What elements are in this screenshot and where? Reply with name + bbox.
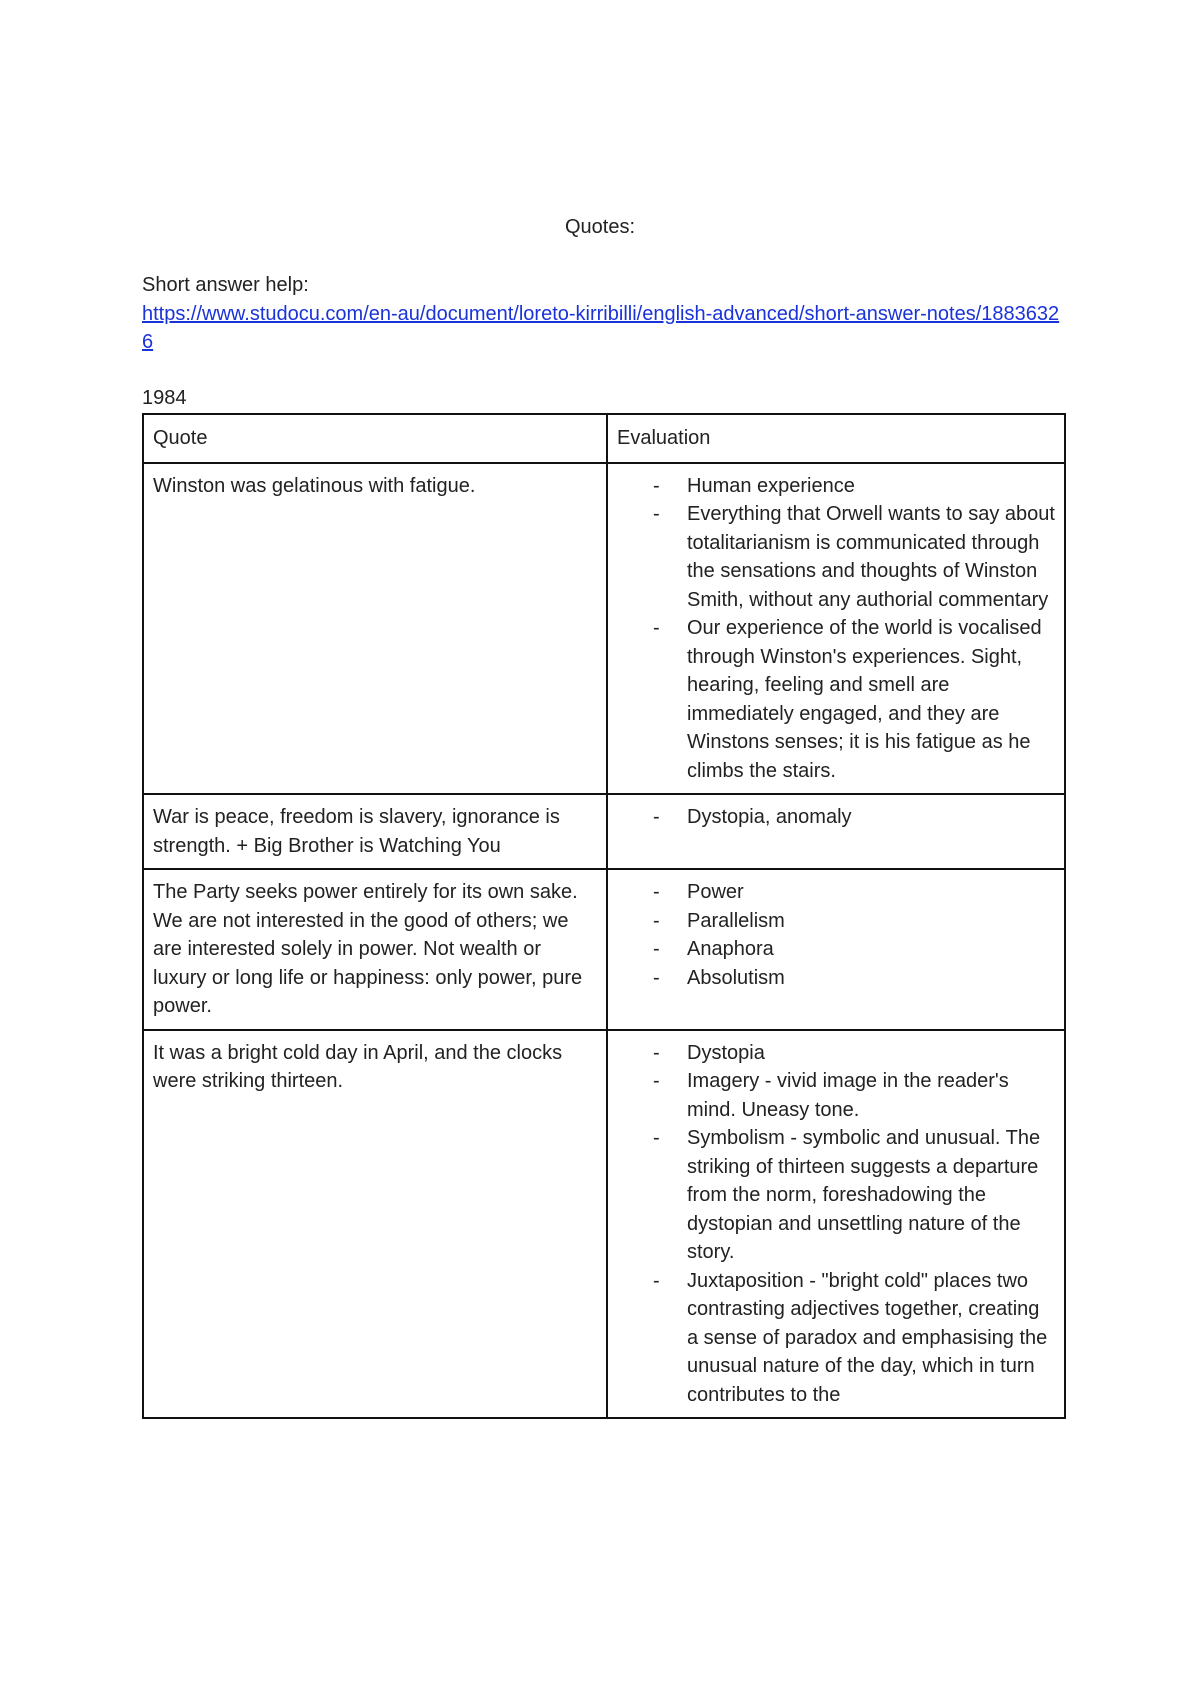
quote-cell: The Party seeks power entirely for its own sake. We are not interested in the good of others; we are interested solely in power. Not wealth or luxury or long life or happiness: only power, pure power. — [143, 869, 607, 1030]
column-header-evaluation: Evaluation — [607, 414, 1065, 463]
short-answer-link[interactable]: https://www.studocu.com/en-au/document/loreto-kirribilli/english-advanced/short-answer-notes/18836326 — [142, 303, 1060, 353]
table-row — [143, 794, 1065, 869]
evaluation-item: - Symbolism - symbolic and unusual. The striking of thirteen suggests a departure from the norm, foreshadowing the dystopian and unsettling nature of the story. — [687, 1124, 1055, 1267]
evaluation-item: - Imagery - vivid image in the reader's mind. Uneasy tone. — [687, 1067, 1055, 1124]
evaluation-item: - Human experience — [687, 472, 1055, 501]
table-header-row — [143, 414, 1065, 463]
evaluation-list — [617, 1039, 1055, 1410]
evaluation-list — [617, 803, 1055, 832]
quote-cell: Winston was gelatinous with fatigue. — [143, 463, 607, 795]
evaluation-item: - Power — [687, 878, 1055, 907]
evaluation-list — [617, 472, 1055, 786]
evaluation-item: - Our experience of the world is vocalised through Winston's experiences. Sight, hearing, feeling and smell are immediately engaged, and they are Winstons senses; it is his fatigue as he climbs the stairs. — [687, 614, 1055, 785]
evaluation-item: - Dystopia — [687, 1039, 1055, 1068]
evaluation-cell — [607, 463, 1065, 795]
quotes-table — [142, 413, 1066, 1419]
evaluation-cell — [607, 1030, 1065, 1419]
table-row — [143, 869, 1065, 1030]
evaluation-item: - Dystopia, anomaly — [687, 803, 1055, 832]
column-header-quote: Quote — [143, 414, 607, 463]
evaluation-list — [617, 878, 1055, 992]
evaluation-item: - Parallelism — [687, 907, 1055, 936]
evaluation-item: - Anaphora — [687, 935, 1055, 964]
page-title: Quotes: — [564, 216, 636, 238]
quote-cell: It was a bright cold day in April, and the clocks were striking thirteen. — [143, 1030, 607, 1419]
section-title: 1984 — [142, 387, 187, 409]
evaluation-item: - Everything that Orwell wants to say about totalitarianism is communicated through the sensations and thoughts of Winston Smith, without any authorial commentary — [687, 500, 1055, 614]
evaluation-cell — [607, 869, 1065, 1030]
evaluation-item: - Absolutism — [687, 964, 1055, 993]
quote-cell: War is peace, freedom is slavery, ignorance is strength. + Big Brother is Watching You — [143, 794, 607, 869]
evaluation-item: - Juxtaposition - "bright cold" places two contrasting adjectives together, creating a sense of paradox and emphasising the unusual nature of the day, which in turn contributes to the — [687, 1267, 1055, 1410]
table-row — [143, 1030, 1065, 1419]
help-label: Short answer help: — [142, 274, 309, 296]
table-row — [143, 463, 1065, 795]
evaluation-cell — [607, 794, 1065, 869]
